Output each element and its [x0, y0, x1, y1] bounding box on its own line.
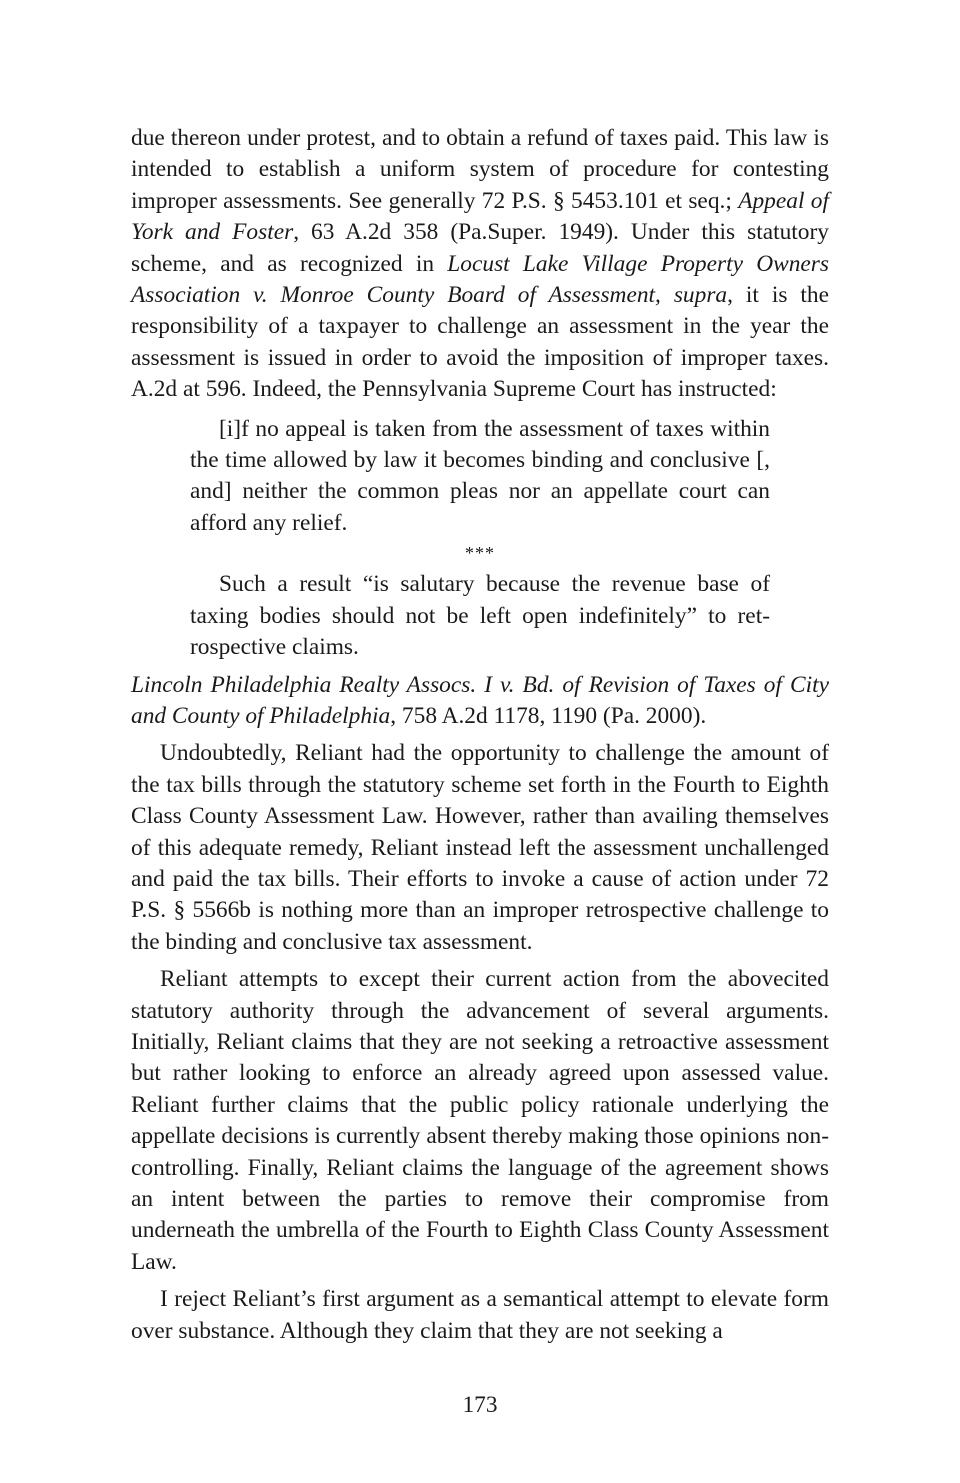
- paragraph-1-text-a: due thereon under protest, and to obtain a refund of taxes paid. This law is intended to establish a uniform system of procedure for contesting improper assessments. See generally 72 P.S. § 5453.101 et seq.;: [131, 125, 829, 214]
- paragraph-2: Undoubtedly, Reliant had the opportunity to challenge the amount of the tax bills through the statutory scheme set forth in the Fourth to Eighth Class County Assessment Law. However, rather than availing themselves of this adequate remedy, Reliant instead left the assessment unchallenged and paid the tax bills. Their efforts to invoke a cause of action under 72 P.S. § 5566b is nothing more than an improper retrospective challenge to the binding and conclusive tax assessment.: [131, 740, 829, 955]
- paragraph-1-text-c: , it is the responsibility of a taxpayer to challenge an assessment in the year the assessment is issued in order to avoid the imposition of improper taxes. A.2d at 596. Indeed, the Pennsylvania Supreme Court has instructed:: [131, 282, 829, 403]
- paragraph-3: Reliant attempts to except their current action from the abovecited statutory authority through the advancement of several arguments. Initially, Reliant claims that they are not seeking a retroactive assessment but rather looking to enforce an already agreed upon assessed value. Reliant further claims that the public policy rationale underlying the appellate decisions is currently absent thereby making those opinions non-controlling. Finally, Reliant claims the language of the agreement shows an intent between the parties to remove their compromise from underneath the umbrella of the Fourth to Eighth Class County Assessment Law.: [131, 966, 829, 1275]
- block-quote: [190, 414, 770, 664]
- citation: [131, 670, 829, 733]
- case-name-york-foster: Appeal of York and Foster: [131, 187, 829, 246]
- paragraph-1: [131, 123, 829, 406]
- quote-paragraph-2: Such a result “is salutary because the revenue base of taxing bodies should not be left open indefinitely” to retrospective claims.: [190, 571, 770, 661]
- paragraph-1-text-b: , 63 A.2d 358 (Pa.Super. 1949). Under this statutory scheme, and as recognized in: [131, 219, 829, 277]
- case-name-lincoln-philadelphia: Lincoln Philadelphia Realty Assocs. I v. Bd. of Revision of Taxes of City and County of Philadelphia: [131, 671, 829, 729]
- ellipsis-stars: ***: [465, 543, 495, 564]
- citation-reporter: , 758 A.2d 1178, 1190 (Pa. 2000).: [390, 702, 707, 729]
- quote-paragraph-1: [i]f no appeal is taken from the assessment of taxes within the time allowed by law it becomes binding and conclusive [, and] neither the common pleas nor an appellate court can afford any relief.: [190, 415, 770, 536]
- case-name-locust-lake: Locust Lake Village Property Owners Association v. Monroe County Board of Assessment, supra: [131, 250, 829, 309]
- paragraph-4: I reject Reliant’s first argument as a semantical attempt to elevate form over substance. Although they claim that they are not seeking a: [131, 1286, 829, 1344]
- page-body: [131, 123, 829, 1347]
- page-number: 173: [462, 1392, 498, 1418]
